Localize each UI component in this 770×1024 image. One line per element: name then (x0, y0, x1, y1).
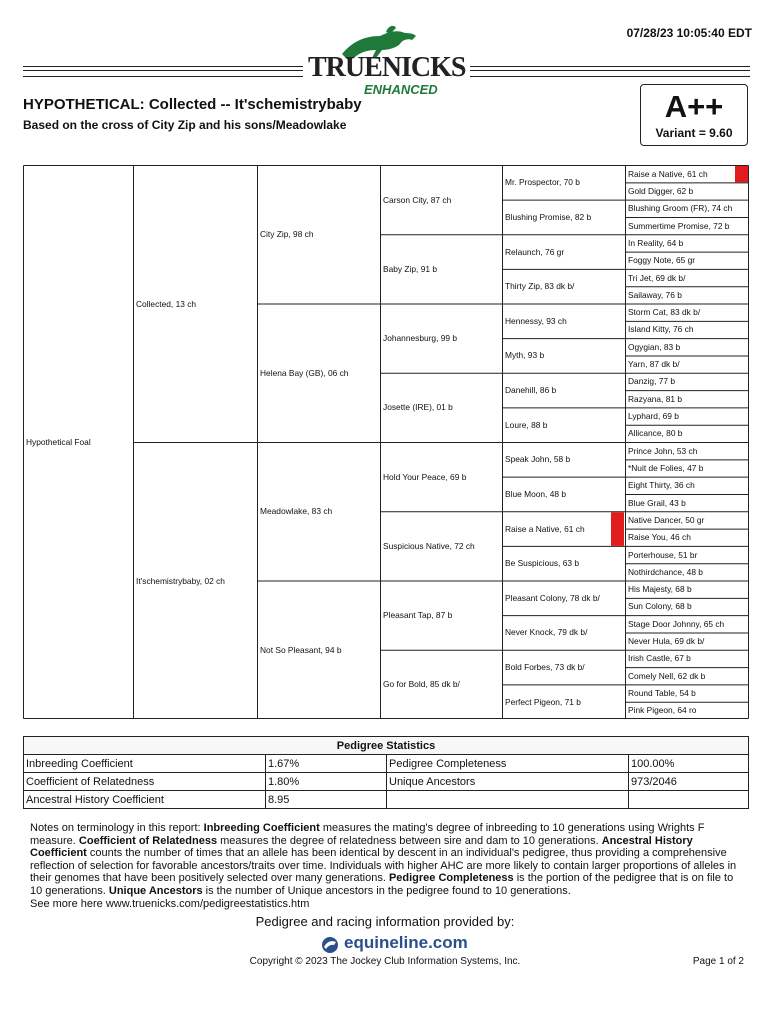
pedigree-cell-gen6: Raise a Native, 61 ch (628, 168, 708, 179)
pedigree-cell-gen6: Ogygian, 83 b (628, 341, 681, 352)
report-timestamp: 07/28/23 10:05:40 EDT (626, 26, 752, 40)
pedigree-cell-gen6: Native Dancer, 50 gr (628, 514, 705, 525)
stat-label: Inbreeding Coefficient (24, 755, 266, 773)
header-rule-left (23, 66, 303, 77)
statistics-link[interactable]: See more here www.truenicks.com/pedigreestatistics.htm (30, 897, 310, 910)
pedigree-cell-gen6: Yarn, 87 dk b/ (628, 359, 680, 370)
pedigree-chart (23, 165, 749, 719)
pedigree-cell-gen6: Irish Castle, 67 b (628, 653, 691, 664)
variant-value: Variant = 9.60 (655, 126, 733, 140)
stat-value: 1.80% (266, 773, 387, 791)
notes-text: is the number of Unique ancestors in the pedigree found to 10 generations. (202, 884, 571, 897)
stat-label (387, 791, 629, 809)
grade-value: A++ (664, 89, 724, 124)
pedigree-cell-gen6: Never Hula, 69 dk b/ (628, 636, 705, 647)
pedigree-cell-gen6: Pink Pigeon, 64 ro (628, 705, 697, 716)
notes-text: measures the mating's degree of inbreeding to 10 generations using Wrights F measure. (30, 822, 705, 847)
equineline-horse-icon (320, 936, 340, 954)
brand-tag: ENHANCED (364, 82, 438, 97)
pedigree-cell-gen5: Mr. Prospector, 70 b (505, 177, 580, 188)
pedigree-cell-gen2: It'schemistrybaby, 02 ch (136, 575, 225, 586)
pedigree-cell-gen6: Comely Nell, 62 dk b (628, 670, 706, 681)
pedigree-cell-gen6: *Nuit de Folies, 47 b (628, 462, 704, 473)
pedigree-cell-gen5: Hennessy, 93 ch (505, 315, 567, 326)
pedigree-cell-gen5: Loure, 88 b (505, 419, 548, 430)
pedigree-cell-gen5: Pleasant Colony, 78 dk b/ (505, 592, 600, 603)
pedigree-cell-gen3: Meadowlake, 83 ch (260, 506, 333, 517)
copyright-text: Copyright © 2023 The Jockey Club Information Systems, Inc. (249, 956, 521, 967)
pedigree-cell-gen5: Blue Moon, 48 b (505, 488, 566, 499)
stat-label: Pedigree Completeness (387, 755, 629, 773)
stat-value: 1.67% (266, 755, 387, 773)
pedigree-cell-gen6: Stage Door Johnny, 65 ch (628, 618, 725, 629)
equineline-logo (320, 933, 468, 955)
notes-term: Inbreeding Coefficient (203, 822, 320, 834)
pedigree-cell-gen6: Sailaway, 76 b (628, 289, 682, 300)
pedigree-cell-gen4: Pleasant Tap, 87 b (383, 610, 453, 621)
pedigree-cell-gen1: Hypothetical Foal (26, 437, 91, 447)
stat-value: 8.95 (266, 791, 387, 809)
pedigree-cell-gen6: Storm Cat, 83 dk b/ (628, 307, 701, 318)
pedigree-cell-gen6: Round Table, 54 b (628, 688, 696, 699)
pedigree-cell-gen4: Josette (IRE), 01 b (383, 402, 453, 413)
notes-term: Coefficient of Relatedness (78, 834, 218, 847)
page-number: Page 1 of 2 (692, 956, 744, 967)
pedigree-cell-gen3: City Zip, 98 ch (260, 229, 314, 240)
stats-heading: Pedigree Statistics (24, 737, 749, 755)
pedigree-cell-gen6: Nothirdchance, 48 b (628, 566, 703, 577)
brand-wordmark: TRUENICKS (308, 52, 466, 83)
stat-label: Coefficient of Relatedness (24, 773, 266, 791)
pedigree-cell-gen5: Speak John, 58 b (505, 454, 571, 465)
stat-value (629, 791, 749, 809)
equineline-wordmark: equineline.com (344, 933, 468, 952)
provided-by-text: Pedigree and racing information provided by: (255, 914, 515, 929)
table-row (24, 791, 749, 809)
pedigree-cell-gen4: Carson City, 87 ch (383, 194, 452, 205)
pedigree-cell-gen6: Sun Colony, 68 b (628, 601, 692, 612)
notes-term: Ancestral History Coefficient (30, 834, 693, 860)
stat-value: 100.00% (629, 755, 749, 773)
pedigree-cell-gen6: Razyana, 81 b (628, 393, 683, 404)
pedigree-cell-gen6: Prince John, 53 ch (628, 445, 698, 456)
pedigree-cell-gen6: Blushing Groom (FR), 74 ch (628, 203, 733, 214)
pedigree-cell-gen6: Eight Thirty, 36 ch (628, 480, 695, 491)
stat-label: Ancestral History Coefficient (24, 791, 266, 809)
grade-box (640, 84, 748, 146)
pedigree-cell-gen5: Blushing Promise, 82 b (505, 211, 592, 222)
notes-text: Notes on terminology in this report: (30, 822, 204, 834)
pedigree-cell-gen6: Summertime Promise, 72 b (628, 220, 730, 231)
pedigree-cell-gen6: Gold Digger, 62 b (628, 185, 694, 196)
terminology-notes (30, 822, 742, 910)
pedigree-cell-gen5: Danehill, 86 b (505, 385, 557, 396)
pedigree-cell-gen6: Danzig, 77 b (628, 376, 676, 387)
pedigree-cell-gen4: Go for Bold, 85 dk b/ (383, 679, 460, 690)
pedigree-cell-gen6: Lyphard, 69 b (628, 411, 679, 422)
pedigree-cell-gen5: Raise a Native, 61 ch (505, 523, 585, 534)
pedigree-cell-gen2: Collected, 13 ch (136, 298, 197, 309)
pedigree-cell-gen5: Never Knock, 79 dk b/ (505, 627, 588, 638)
notes-term: Pedigree Completeness (388, 872, 514, 885)
pedigree-cell-gen6: In Reality, 64 b (628, 237, 684, 248)
pedigree-cell-gen6: Raise You, 46 ch (628, 532, 691, 543)
pedigree-cell-gen6: Foggy Note, 65 gr (628, 255, 696, 266)
header-rule-right (470, 66, 750, 77)
pedigree-cell-gen4: Baby Zip, 91 b (383, 263, 438, 274)
pedigree-cell-gen5: Relaunch, 76 gr (505, 246, 565, 257)
truenicks-logo (302, 24, 470, 98)
pedigree-cell-gen6: Allicance, 80 b (628, 428, 683, 439)
pedigree-cell-gen4: Suspicious Native, 72 ch (383, 540, 475, 551)
pedigree-cell-gen6: Blue Grail, 43 b (628, 497, 686, 508)
report-subtitle: Based on the cross of City Zip and his sons/Meadowlake (23, 118, 347, 132)
table-row (24, 755, 749, 773)
notes-text: measures the degree of relatedness between sire and dam to 10 generations. (217, 834, 602, 847)
stat-value: 973/2046 (629, 773, 749, 791)
pedigree-statistics-table (23, 736, 749, 809)
pedigree-cell-gen4: Johannesburg, 99 b (383, 333, 458, 344)
pedigree-cell-gen5: Be Suspicious, 63 b (505, 558, 580, 569)
pedigree-cell-gen5: Thirty Zip, 83 dk b/ (505, 281, 575, 292)
stat-label: Unique Ancestors (387, 773, 629, 791)
pedigree-cell-gen6: His Majesty, 68 b (628, 584, 692, 595)
table-row (24, 773, 749, 791)
pedigree-cell-gen5: Myth, 93 b (505, 350, 545, 361)
pedigree-cell-gen6: Tri Jet, 69 dk b/ (628, 272, 686, 283)
pedigree-cell-gen3: Helena Bay (GB), 06 ch (260, 367, 349, 378)
notes-text: is the portion of the pedigree that is on file to 10 generations. (30, 872, 734, 897)
pedigree-cell-gen5: Bold Forbes, 73 dk b/ (505, 662, 585, 673)
notes-text: counts the number of times that an allele has been identical by descent in an individual's pedigree, thus providing a comprehensive reflection of selection for favorable ancestors/traits over time. Individuals with higher AHC are more likely to contain larger proportions of alleles in their genomes that have been positively selected over many generations. (30, 847, 737, 885)
pedigree-cell-gen5: Perfect Pigeon, 71 b (505, 696, 581, 707)
pedigree-cell-gen6: Porterhouse, 51 br (628, 549, 698, 560)
notes-term: Unique Ancestors (108, 884, 203, 897)
report-title: HYPOTHETICAL: Collected -- It'schemistrybaby (23, 96, 362, 113)
pedigree-cell-gen4: Hold Your Peace, 69 b (383, 471, 467, 482)
pedigree-cell-gen3: Not So Pleasant, 94 b (260, 644, 342, 655)
pedigree-cell-gen6: Island Kitty, 76 ch (628, 324, 694, 335)
